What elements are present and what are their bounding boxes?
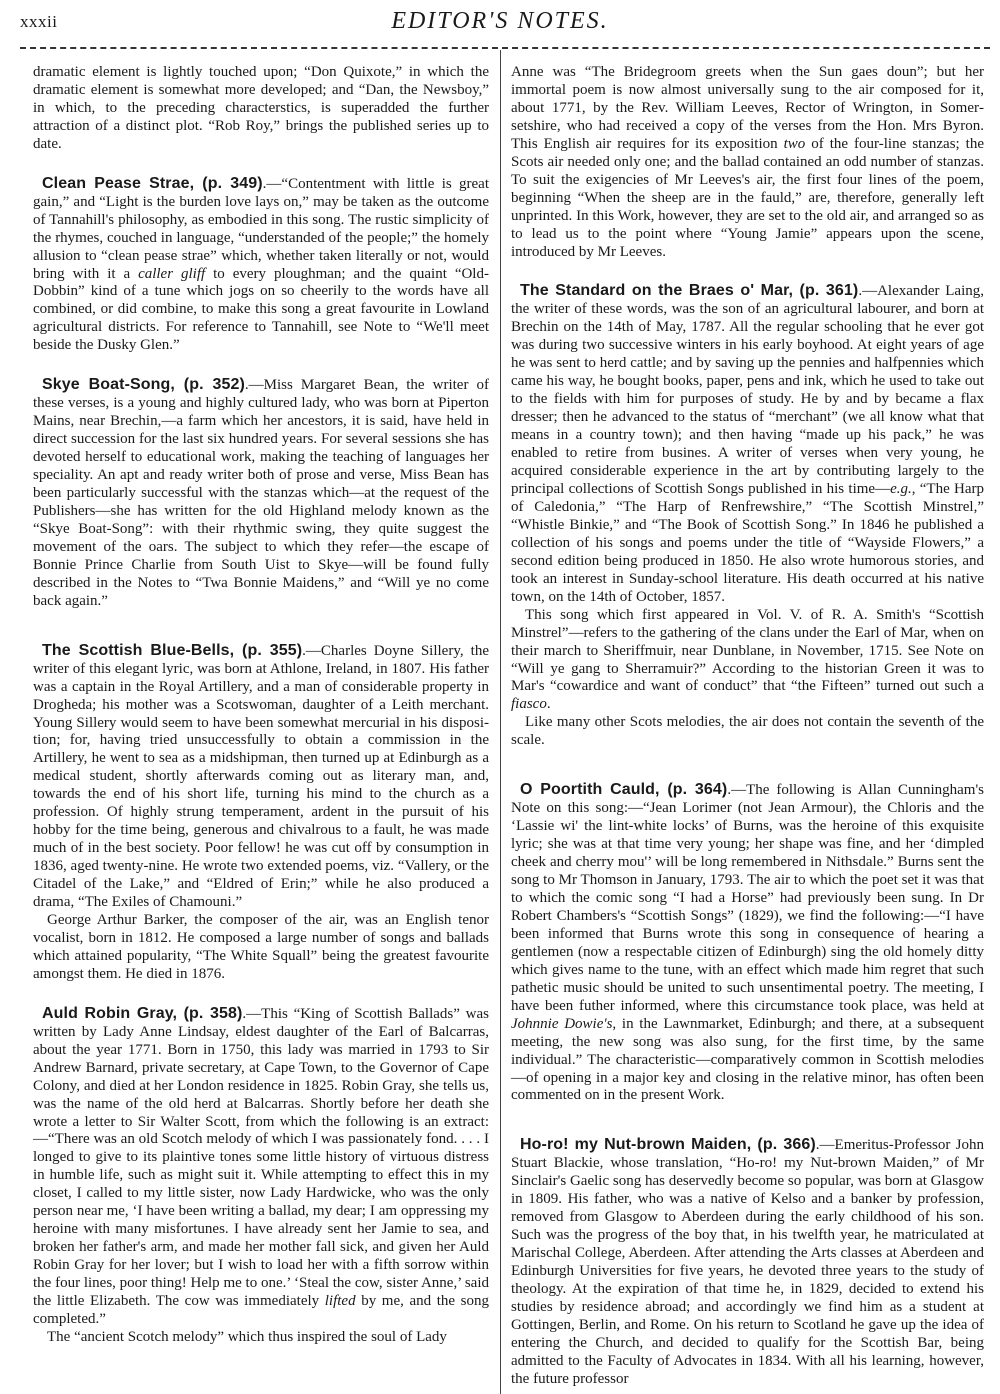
italic-text: e.g.	[890, 480, 912, 497]
note-title: The Scottish Blue-Bells, (p. 355)	[42, 641, 303, 659]
note-title: Skye Boat-Song, (p. 352)	[42, 376, 245, 394]
italic-text: lifted	[324, 1293, 356, 1310]
note-paragraph: Ho-ro! my Nut-brown Maiden, (p. 366).—Emeritus-Professor John Stuart Blackie, whose translation, “Ho-ro! my Nut-brown Maiden,” of Mr Sinclair's Gaelic song has deservedly become so popular, was born at Glasgow in 1809. His father, who was a native of Kelso and a banker by profession, removed from Glasgow to Aberdeen during the early childhood of his son. Such was the progress of the boy that, in his twelfth year, he matriculated at Marischal College, Aberdeen. After attending the Arts classes at Aberdeen and Edinburgh Universities for five years, he devoted three years to the study of theology. At the expiration of that time he, in 1829, decided to extend his studies by residence abroad; and accordingly we find him as a student at Gottingen, Berlin, and Rome. On his return to Scotland he gave up the idea of entering the Church, and decided to qualify for the Scottish Bar, being admitted to the Faculty of Advocates in 1834. With all his learning, however, the future professor	[511, 1136, 984, 1387]
note-paragraph: Auld Robin Gray, (p. 358).—This “King of Scottish Ballads” was written by Lady Anne Lindsay, eldest daughter of the Earl of Balcarras, about the year 1771. Born in 1750, this lady was married in 1793 to Sir Andrew Barnard, private secretary, at Cape Town, to the Governor of Cape Colony, and died at her London residence in 1825. Robin Gray, she tells us, was the name of the old herd at Balcarras. Shortly before her death she wrote a letter to Sir Walter Scott, from which the following is an extract:—“There was an old Scotch melody of which I was passionately fond. . . . I longed to give to its plaintive tones some little history of virtuous distress in humble life, such as might suit it. While attempting to effect this in my closet, I called to my little sister, now Lady Hardwicke, who was the only person near me, ‘I have been writing a ballad, my dear; I am oppressing my heroine with many misfortunes. I have already sent her Jamie to sea, and broken her father's arm, and made her mother fall sick, and given her Auld Robin Gray for her lover; but I wish to load her with a fifth sorrow within the four lines, poor thing! Help me to one.’ ‘Steal the cow, sister Anne,’ said the little Elizabeth. The cow was immediately lifted by me, and the song completed.”	[33, 1004, 489, 1327]
note-title: The Standard on the Braes o' Mar, (p. 361)	[520, 282, 859, 300]
right-column	[511, 64, 984, 1389]
note-paragraph: dramatic element is lightly touched upon; “Don Quixote,” in which the dramatic element is somewhat more developed; and “Dan, the Newsboy,” in which, to the preceding characterstics, is superadded the further attraction of a distinct plot. “Rob Roy,” brings the published series up to date.	[33, 64, 489, 152]
note-section	[33, 64, 489, 154]
italic-text: two	[783, 135, 806, 152]
note-paragraph: O Poortith Cauld, (p. 364).—The following is Allan Cunningham's Note on this song:—“Jean Lorimer (not Jean Armour), the Chloris and the ‘Lassie wi' the lint-white locks’ of Burns, was the heroine of this exquisite lyric; she was at that time very young; her shape was fine, and her ‘dimpled cheek and cherry mou'’ will be long remembered in Nithsdale.” Burns sent the song to Mr Thomson in January, 1793. The air to which the poet set it was that to which the comic song “I had a Horse” had previously been sung. In Dr Robert Chambers's “Scottish Songs” (1829), we find the following:—“I have been informed that Burns wrote this song in consequence of hearing a gentlemen (now a respectable citizen of Edinburgh) sing the old homely ditty which gives name to the tune, with an effect which made him regret that such pathetic music should be united to such unsentimental poetry. The meeting, I have been futher informed, where this circumstance took place, was held at Johnnie Dowie's, in the Lawnmarket, Edinburgh; and there, at a subsequent meeting, the new song was also sung, for the first time, by the same individual.” The characteristic—comparatively common in Scottish melodies—of opening in a major key and closing in the relative minor, has often been commented on in the present Work.	[511, 781, 984, 1104]
note-title: Ho-ro! my Nut-brown Maiden, (p. 366)	[520, 1136, 816, 1154]
note-paragraph: Like many other Scots melodies, the air does not contain the seventh of the scale.	[511, 714, 984, 749]
left-column	[33, 64, 489, 1347]
note-section	[33, 175, 489, 356]
note-section	[511, 1136, 984, 1388]
column-divider	[500, 50, 501, 1394]
italic-text: fiasco	[511, 696, 547, 713]
note-section	[511, 64, 984, 261]
note-section	[33, 376, 489, 610]
note-title: Clean Pease Strae, (p. 349)	[42, 174, 263, 192]
note-paragraph: Clean Pease Strae, (p. 349).—“Contentment with little is great gain,” and “Light is the burden love lays on,” may be taken as the outcome of Tannahill's philosophy, as embodied in this song. The rustic simplicity of the rhymes, couched in language, “understanded of the people;” the homely allusion to “clean pease strae” which, whether taken literally or not, would bring with it a caller gliff to every ploughman; and the quaint “Old-Dobbin” kind of a tune which jogs on so cheerily to the words have all combined, or did combine, to make this song a great favourite in Lowland agricultural districts. For reference to Tannahill, see Note to “We'll meet beside the Dusky Glen.”	[33, 174, 489, 354]
note-paragraph: Anne was “The Bridegroom greets when the Sun gaes doun”; but her immortal poem is now almost universally sung to the air composed for it, about 1771, by the Rev. William Leeves, Rector of Wrington, in Somersetshire, who had received a copy of the verses from the Hon. Mrs Byron. This English air requires for its exposition two of the four-line stanzas; the Scots air needed only one; and the ballad contained an odd number of stanzas. To suit the exigencies of Mr Leeves's air, the first four lines of the poem, beginning “When the sheep are in the fauld,” are, therefore, generally left unprinted. In this Work, however, they are set to the old air, and arranged so as to lead us to the point where “Young Jamie” appears upon the scene, introduced by Mr Leeves.	[511, 64, 984, 260]
note-paragraph: The Scottish Blue-Bells, (p. 355).—Charles Doyne Sillery, the writer of this elegant lyric, was born at Athlone, Ireland, in 1807. His father was a captain in the Royal Artillery, and a man of considerable property in Drogheda; his mother was a Scotswoman, daughter of a Leith merchant. Young Sillery would seem to have been somewhat mercurial in his disposition; for, having tried unsuccessfully to obtain a commission in the Artillery, he went to sea as a midshipman, then turned up at Edinburgh as a medical student, shortly afterwards coming out as literary man, and, towards the end of his short life, turning his mind to the church as a profession. Of highly strung temperament, ardent in the pursuit of his hobby for the time being, generous and chivalrous to a fault, he was made much of in the best society. Poor fellow! he was cut off by consumption in 1836, aged twenty-nine. He wrote two extended poems, viz. “Vallery, or the Citadel of the Lake,” and “Eldred of Erin;” while he also produced a drama, “The Exiles of Chamouni.”	[33, 641, 489, 911]
note-section	[33, 1005, 489, 1347]
note-section	[511, 781, 984, 1105]
italic-text: Johnnie Dowie's	[511, 1015, 613, 1032]
page-number: xxxii	[20, 12, 58, 31]
note-title: O Poortith Cauld, (p. 364)	[520, 781, 728, 799]
note-paragraph: This song which first appeared in Vol. V. of R. A. Smith's “Scottish Minstrel”—refers to the gathering of the clans under the Earl of Mar, when on their march to Sheriffmuir, near Dunblane, in November, 1715. See Note on “Will ye gang to Sherramuir?” According to the historian Green it was to Mar's “cowardice and want of conduct” that “the Fifteen” turned out such a fiasco.	[511, 606, 984, 713]
note-paragraph: The “ancient Scotch melody” which thus inspired the soul of Lady	[47, 1328, 447, 1345]
running-title: EDITOR'S NOTES.	[391, 8, 609, 34]
header-rule	[20, 47, 990, 49]
note-paragraph: Skye Boat-Song, (p. 352).—Miss Margaret Bean, the writer of these verses, is a young and highly cultured lady, who was born at Piperton Mains, near Brechin,—a farm which her ancestors, it is said, have held in direct succession for the last six hundred years. For several sessions she has devoted herself to educational work, making the teaching of languages her speciality. An apt and ready writer both of prose and verse, Miss Bean has been particularly successful with the stanzas which—at the request of the Publishers—she has written for the old Highland melody known as the “Skye Boat-Song”: with their rhythmic swing, they quite suggest the movement of the oars. The subject to which they refer—the escape of Bonnie Prince Charlie from South Uist to Skye—will be found fully described in the Notes to “Twa Bonnie Maidens,” and “Will ye no come back again.”	[33, 376, 489, 609]
note-section	[511, 282, 984, 750]
italic-text: caller gliff	[138, 265, 206, 282]
note-section	[33, 642, 489, 984]
note-paragraph: George Arthur Barker, the composer of the air, was an English tenor vocalist, born in 1812. He composed a large number of songs and ballads which attained popularity, “The White Squall” being the greatest favourite amongst them. He died in 1876.	[33, 911, 489, 982]
note-paragraph: The Standard on the Braes o' Mar, (p. 361).—Alexander Laing, the writer of these words, was the son of an agricultural labourer, and born at Brechin on the 14th of May, 1787. All the regular schooling that he ever got was during two successive winters in his early boyhood. At eight years of age he was sent to herd cattle; and by saving up the pennies and halfpennies which came his way, he bought books, paper, pens and ink, which he used to take out to the fields with him for purposes of study. He by and by became a flax dresser; then he advanced to the status of “merchant” (we all know what that means in a country town); and then having “made up his pack,” he was enabled to retire from busines. A writer of verses when very young, he acquired considerable experience in the art by contributing largely to the principal collections of Scottish Songs published in his time—e.g., “The Harp of Caledonia,” “The Harp of Renfrewshire,” “The Scottish Minstrel,” “Whistle Binkie,” and “The Book of Scottish Song.” In 1846 he published a collection of his songs and poems under the title of “Wayside Flowers,” a second edition being produced in 1850. He also wrote humorous stories, and took an interest in Sunday-school literature. His death occurred at his native town, on the 14th of October, 1857.	[511, 282, 984, 605]
note-title: Auld Robin Gray, (p. 358)	[42, 1004, 243, 1022]
